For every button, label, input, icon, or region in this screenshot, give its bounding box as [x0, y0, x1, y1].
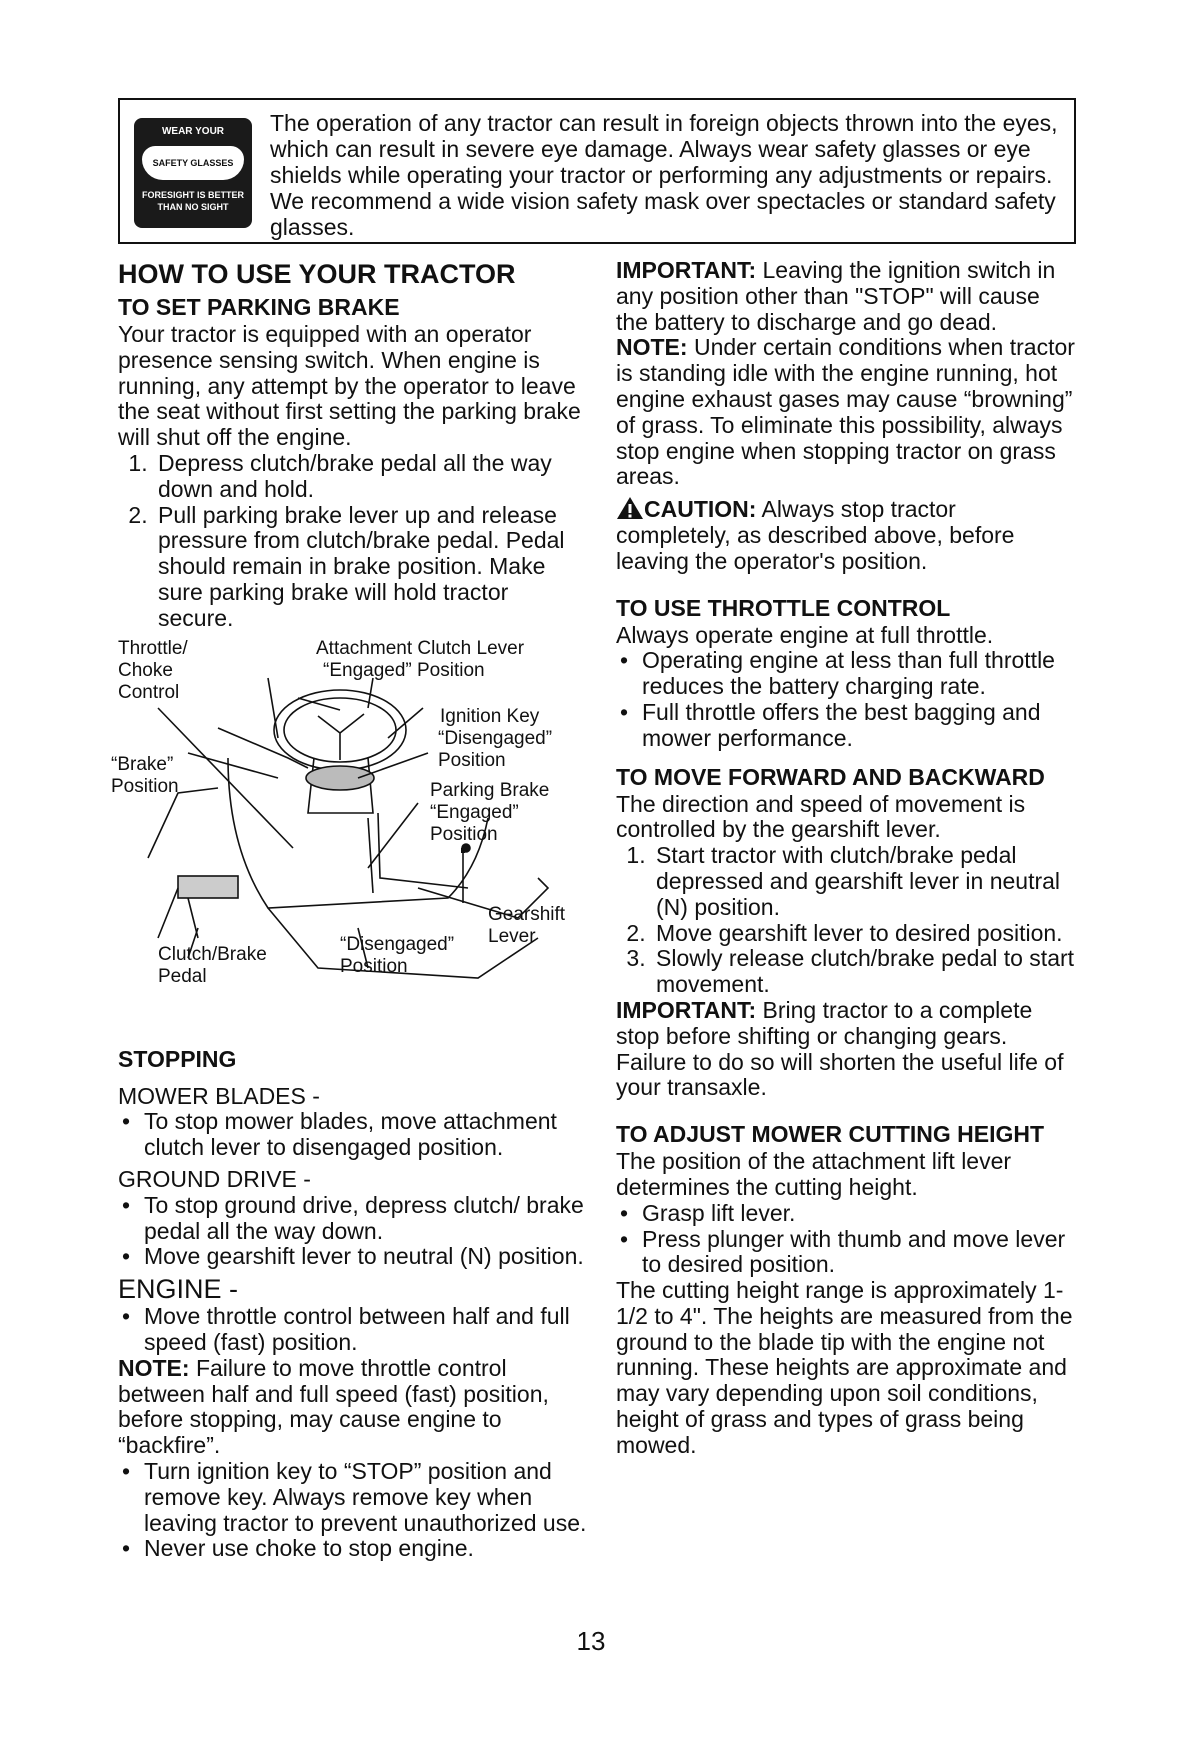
caution-paragraph [616, 496, 1076, 574]
label-disengaged-position: Position [438, 749, 506, 771]
engine-note [118, 1356, 588, 1459]
caution-text: Always stop tractor completely, as described above, before leaving the operator's position. [616, 496, 1015, 574]
label-disengaged: “Disengaged” [438, 727, 553, 749]
note-text: Failure to move throttle control between half and full speed (fast) position, before stopping, may cause engine to “backfire”. [118, 1354, 549, 1459]
label-parking-brake: Parking Brake [430, 779, 550, 801]
parking-brake-intro: Your tractor is equipped with an operator presence sensing switch. When engine is running, any attempt by the operator to leave the seat without first setting the parking brake will shut off the engine. [118, 321, 581, 451]
height-heading: TO ADJUST MOWER CUTTING HEIGHT [616, 1121, 1045, 1148]
label-gearshift-lever: Lever [488, 925, 536, 947]
parking-brake-heading: TO SET PARKING BRAKE [118, 294, 400, 320]
list-item: • To stop ground drive, depress clutch/ brake pedal all the way down. [144, 1193, 588, 1245]
badge-bottom-text-1: FORESIGHT IS BETTER [141, 190, 244, 200]
warning-text: The operation of any tractor can result in foreign objects thrown into the eyes, which can result in severe eye damage. Always wear safety glasses or eye shields while operating your tractor or performing any adjustments or repairs. We recommend a wide vision safety mask over spectacles or standard safety glasses. [270, 110, 1058, 240]
mower-blades-label: MOWER BLADES - [118, 1082, 320, 1109]
move-steps [616, 843, 1076, 998]
stopping-heading: STOPPING [118, 1045, 237, 1072]
label-brake-position: Position [111, 775, 179, 797]
badge-bottom-text-2: THAN NO SIGHT [157, 202, 229, 212]
list-item: • Move gearshift lever to neutral (N) position. [144, 1244, 588, 1270]
mower-blades-list [118, 1109, 588, 1161]
height-list [616, 1201, 1076, 1278]
label-parking-position: Position [430, 823, 498, 845]
label-choke: Choke [118, 659, 173, 681]
page-number: 13 [576, 1626, 606, 1656]
caution-key: CAUTION: [644, 496, 757, 523]
list-item: • Turn ignition key to “STOP” position and remove key. Always remove key when leaving tractor to prevent unauthorized use. [144, 1459, 588, 1536]
important-ignition [616, 258, 1076, 335]
list-item: • Move throttle control between half and full speed (fast) position. [144, 1304, 588, 1356]
label-ignition-key: Ignition Key [440, 705, 540, 727]
badge-mid-text: SAFETY GLASSES [152, 158, 234, 168]
safety-glasses-warning [118, 98, 1076, 244]
list-item: • Operating engine at less than full throttle reduces the battery charging rate. [642, 648, 1076, 700]
parking-step: 2. Pull parking brake lever up and release pressure from clutch/brake pedal. Pedal should remain in brake position. Make sure parking brake will hold tractor secure. [154, 503, 588, 632]
ground-drive-label: GROUND DRIVE - [118, 1165, 311, 1192]
important-key: IMPORTANT: [616, 996, 757, 1023]
label-disengaged-2: “Disengaged” [340, 933, 455, 955]
badge-top-text: WEAR YOUR [161, 126, 225, 137]
engine-label: ENGINE - [118, 1274, 239, 1305]
list-item: • Never use choke to stop engine. [144, 1536, 588, 1562]
parking-step: 1. Depress clutch/brake pedal all the way down and hold. [154, 451, 588, 503]
throttle-heading: TO USE THROTTLE CONTROL [616, 594, 951, 621]
move-step: 2. Move gearshift lever to desired position. [652, 921, 1076, 947]
note-key: NOTE: [118, 1354, 190, 1381]
list-item: • To stop mower blades, move attachment clutch lever to disengaged position. [144, 1109, 588, 1161]
label-gearshift: Gearshift [488, 903, 566, 925]
important-key: IMPORTANT: [616, 257, 757, 283]
move-step: 1. Start tractor with clutch/brake pedal depressed and gearshift lever in neutral (N) position. [652, 843, 1076, 920]
label-throttle: Throttle/ [118, 637, 188, 659]
list-item: • Full throttle offers the best bagging and mower performance. [642, 700, 1076, 752]
important-gears [616, 998, 1076, 1101]
throttle-intro: Always operate engine at full throttle. [616, 621, 994, 648]
label-control: Control [118, 681, 180, 703]
note-browning [616, 335, 1076, 490]
tractor-controls-diagram [111, 637, 588, 1034]
important-text: Leaving the ignition switch in any position other than "STOP" will cause the battery to discharge and go dead. [616, 257, 1056, 335]
section-title: HOW TO USE YOUR TRACTOR [118, 259, 516, 289]
height-intro: The position of the attachment lift lever determines the cutting height. [616, 1148, 1012, 1200]
note-text: Under certain conditions when tractor is standing idle with the engine running, hot engine exhaust gases may cause “browning” of grass. To eliminate this possibility, always stop engine when stopping tractor on grass areas. [616, 334, 1075, 490]
label-engaged-position: “Engaged” Position [323, 659, 485, 681]
label-clutch-brake: Clutch/Brake [158, 943, 267, 965]
label-brake: “Brake” [111, 753, 174, 775]
move-intro: The direction and speed of movement is controlled by the gearshift lever. [616, 790, 1026, 843]
throttle-list [616, 648, 1076, 751]
label-parking-engaged: “Engaged” [430, 801, 519, 823]
list-item: • Press plunger with thumb and move lever to desired position. [642, 1227, 1076, 1279]
label-attachment-clutch: Attachment Clutch Lever [316, 637, 525, 659]
left-column [111, 258, 588, 1562]
right-column [616, 258, 1076, 1459]
parking-brake-steps [118, 451, 588, 632]
height-outro: The cutting height range is approximately 1-1/2 to 4". The heights are measured from the ground to the blade tip with the engine not running. These heights are approximate and may vary depending upon soil conditions, height of grass and types of grass being mowed. [616, 1277, 1073, 1458]
engine-list [118, 1304, 588, 1356]
ground-drive-list [118, 1193, 588, 1270]
caution-triangle-icon [616, 496, 644, 520]
label-pedal: Pedal [158, 965, 207, 987]
note-key: NOTE: [616, 334, 688, 361]
move-step: 3. Slowly release clutch/brake pedal to start movement. [652, 946, 1076, 998]
move-heading: TO MOVE FORWARD AND BACKWARD [616, 763, 1045, 790]
engine-more-list [118, 1459, 588, 1562]
important-text: Bring tractor to a complete stop before shifting or changing gears. Failure to do so will shorten the useful life of your transaxle. [616, 996, 1064, 1101]
label-disengaged-2-position: Position [340, 955, 408, 977]
list-item: • Grasp lift lever. [642, 1201, 1076, 1227]
safety-glasses-badge [134, 118, 252, 228]
